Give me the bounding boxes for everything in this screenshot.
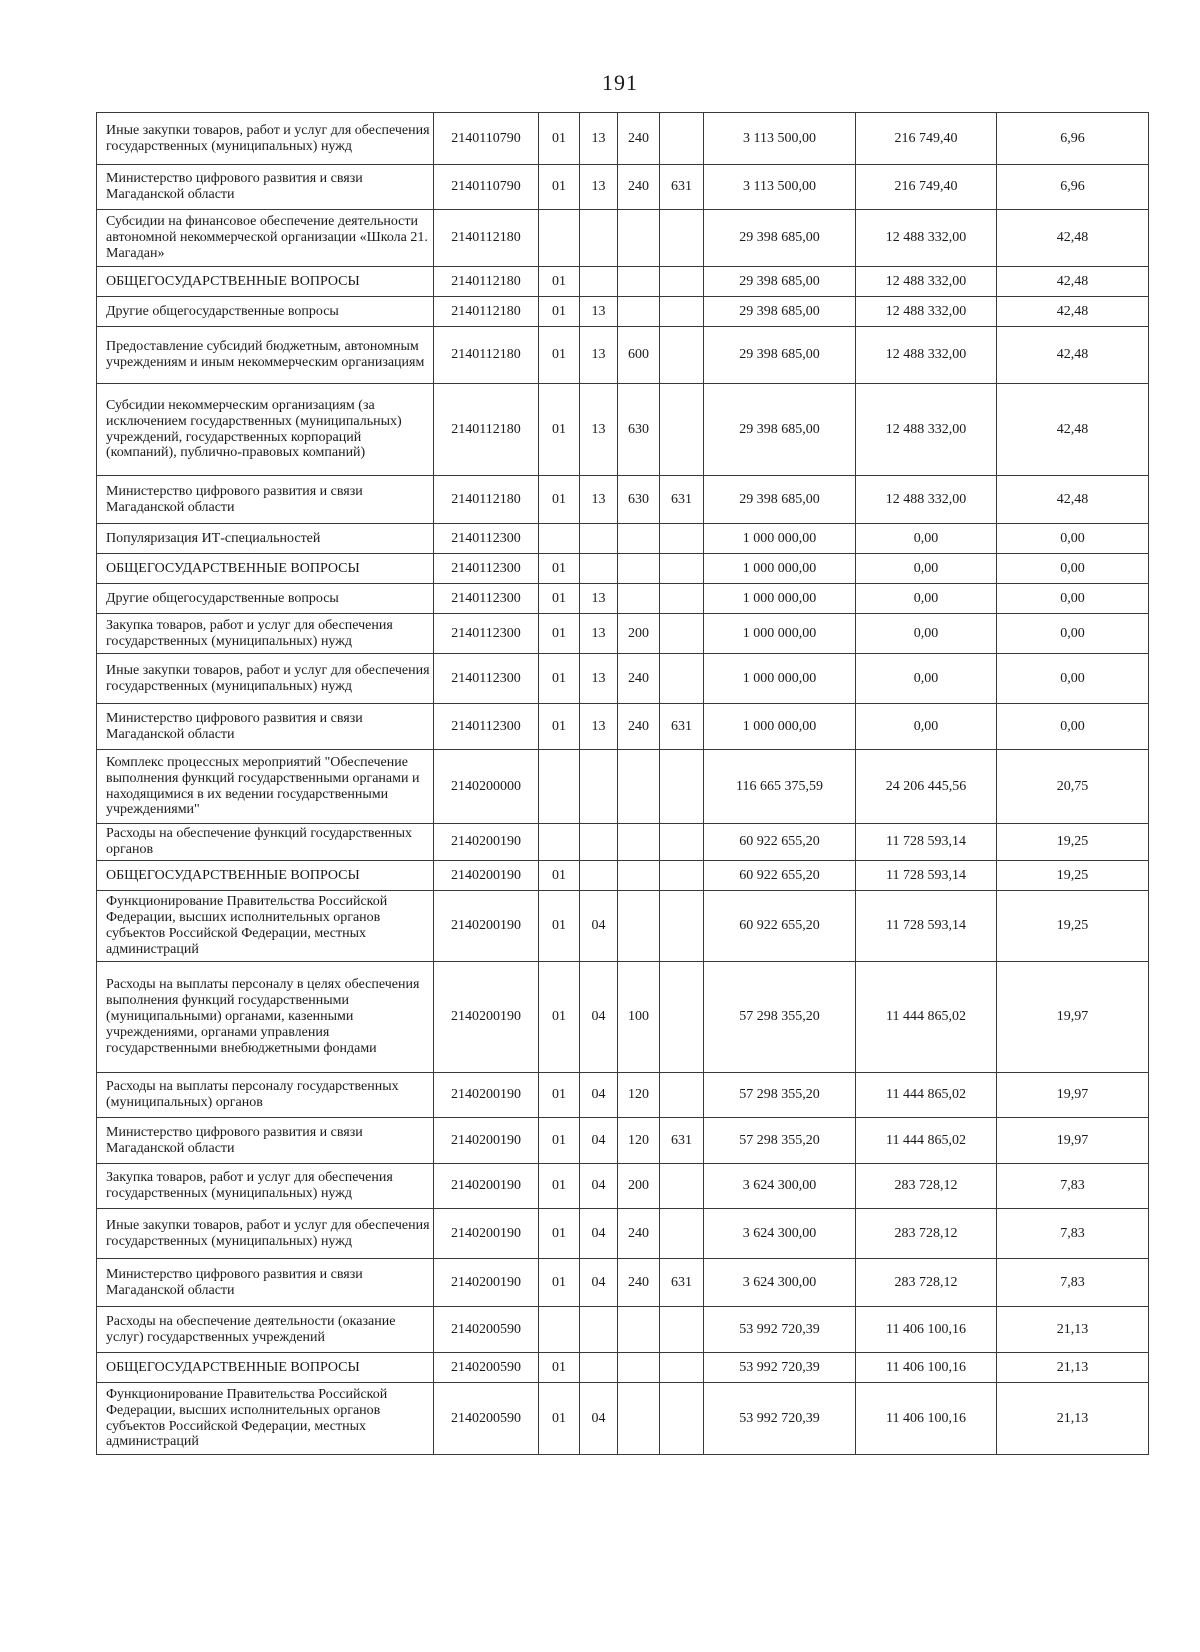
planned-amount-cell: 29 398 685,00 [704,384,856,476]
expense-type-cell [618,267,660,297]
ministry-code-cell [660,524,704,554]
csr-code-cell: 2140112180 [434,327,539,384]
name-cell: ОБЩЕГОСУДАРСТВЕННЫЕ ВОПРОСЫ [97,554,434,584]
csr-code-cell: 2140112300 [434,704,539,750]
expense-type-cell: 240 [618,1259,660,1307]
actual-amount-cell: 11 444 865,02 [856,962,997,1073]
table-row [97,384,1149,476]
csr-code-cell: 2140200190 [434,1073,539,1118]
ministry-code-cell [660,654,704,704]
csr-code-cell: 2140200190 [434,1118,539,1164]
actual-amount-cell: 12 488 332,00 [856,267,997,297]
name-cell: Комплекс процессных мероприятий "Обеспечение выполнения функций государственными органами и находящимися в их ведении государственными учреждениями" [97,750,434,824]
actual-amount-cell: 0,00 [856,524,997,554]
name-cell: Закупка товаров, работ и услуг для обеспечения государственных (муниципальных) нужд [97,1164,434,1209]
planned-amount-cell: 57 298 355,20 [704,1118,856,1164]
planned-amount-cell: 29 398 685,00 [704,267,856,297]
expense-type-cell [618,861,660,891]
planned-amount-cell: 3 113 500,00 [704,165,856,210]
ministry-code-cell [660,1353,704,1383]
table-row [97,165,1149,210]
expense-type-cell: 240 [618,704,660,750]
table-row [97,1118,1149,1164]
planned-amount-cell: 53 992 720,39 [704,1307,856,1353]
planned-amount-cell: 29 398 685,00 [704,297,856,327]
actual-amount-cell: 0,00 [856,554,997,584]
csr-code-cell: 2140200190 [434,1164,539,1209]
actual-amount-cell: 216 749,40 [856,113,997,165]
ministry-code-cell [660,962,704,1073]
ministry-code-cell [660,327,704,384]
planned-amount-cell: 3 113 500,00 [704,113,856,165]
planned-amount-cell: 1 000 000,00 [704,654,856,704]
actual-amount-cell: 283 728,12 [856,1259,997,1307]
section-code-cell: 01 [539,113,580,165]
name-cell: ОБЩЕГОСУДАРСТВЕННЫЕ ВОПРОСЫ [97,267,434,297]
csr-code-cell: 2140112300 [434,554,539,584]
section-code-cell: 01 [539,1118,580,1164]
table-row [97,614,1149,654]
expense-type-cell [618,584,660,614]
csr-code-cell: 2140112180 [434,384,539,476]
execution-percent-cell: 0,00 [997,554,1149,584]
csr-code-cell: 2140200190 [434,1259,539,1307]
table-row [97,554,1149,584]
planned-amount-cell: 29 398 685,00 [704,210,856,267]
expense-type-cell: 240 [618,1209,660,1259]
csr-code-cell: 2140200590 [434,1353,539,1383]
subsection-code-cell: 13 [580,327,618,384]
name-cell: Министерство цифрового развития и связи Магаданской области [97,476,434,524]
execution-percent-cell: 21,13 [997,1383,1149,1455]
planned-amount-cell: 53 992 720,39 [704,1353,856,1383]
section-code-cell [539,1307,580,1353]
planned-amount-cell: 1 000 000,00 [704,614,856,654]
execution-percent-cell: 42,48 [997,210,1149,267]
planned-amount-cell: 53 992 720,39 [704,1383,856,1455]
table-row [97,1307,1149,1353]
section-code-cell: 01 [539,654,580,704]
actual-amount-cell: 216 749,40 [856,165,997,210]
section-code-cell [539,824,580,861]
actual-amount-cell: 12 488 332,00 [856,327,997,384]
planned-amount-cell: 60 922 655,20 [704,891,856,962]
ministry-code-cell: 631 [660,476,704,524]
section-code-cell: 01 [539,1353,580,1383]
expense-type-cell: 600 [618,327,660,384]
execution-percent-cell: 20,75 [997,750,1149,824]
execution-percent-cell: 42,48 [997,267,1149,297]
subsection-code-cell: 04 [580,1073,618,1118]
execution-percent-cell: 21,13 [997,1307,1149,1353]
planned-amount-cell: 1 000 000,00 [704,554,856,584]
ministry-code-cell [660,267,704,297]
expense-type-cell [618,891,660,962]
actual-amount-cell: 0,00 [856,614,997,654]
subsection-code-cell: 13 [580,584,618,614]
actual-amount-cell: 24 206 445,56 [856,750,997,824]
section-code-cell: 01 [539,962,580,1073]
csr-code-cell: 2140200590 [434,1383,539,1455]
execution-percent-cell: 42,48 [997,297,1149,327]
csr-code-cell: 2140112180 [434,297,539,327]
actual-amount-cell: 0,00 [856,584,997,614]
ministry-code-cell [660,210,704,267]
ministry-code-cell: 631 [660,704,704,750]
planned-amount-cell: 3 624 300,00 [704,1259,856,1307]
execution-percent-cell: 19,25 [997,824,1149,861]
table-row [97,824,1149,861]
csr-code-cell: 2140200000 [434,750,539,824]
name-cell: Иные закупки товаров, работ и услуг для обеспечения государственных (муниципальных) нужд [97,113,434,165]
expense-type-cell: 200 [618,1164,660,1209]
section-code-cell: 01 [539,297,580,327]
name-cell: Субсидии на финансовое обеспечение деятельности автономной некоммерческой организации «Школа 21. Магадан» [97,210,434,267]
subsection-code-cell: 13 [580,113,618,165]
expense-type-cell [618,824,660,861]
table-row [97,1073,1149,1118]
name-cell: Функционирование Правительства Российской Федерации, высших исполнительных органов субъектов Российской Федерации, местных администраций [97,1383,434,1455]
table-row [97,891,1149,962]
section-code-cell: 01 [539,1073,580,1118]
table-row [97,654,1149,704]
csr-code-cell: 2140110790 [434,113,539,165]
section-code-cell: 01 [539,1383,580,1455]
name-cell: Министерство цифрового развития и связи Магаданской области [97,165,434,210]
ministry-code-cell [660,1383,704,1455]
planned-amount-cell: 29 398 685,00 [704,476,856,524]
table-row [97,524,1149,554]
ministry-code-cell [660,554,704,584]
csr-code-cell: 2140112300 [434,524,539,554]
name-cell: Расходы на обеспечение деятельности (оказание услуг) государственных учреждений [97,1307,434,1353]
name-cell: Министерство цифрового развития и связи Магаданской области [97,1118,434,1164]
name-cell: Министерство цифрового развития и связи Магаданской области [97,1259,434,1307]
table-row [97,1164,1149,1209]
expense-type-cell: 240 [618,165,660,210]
csr-code-cell: 2140200590 [434,1307,539,1353]
expense-type-cell: 120 [618,1118,660,1164]
ministry-code-cell [660,1209,704,1259]
subsection-code-cell [580,267,618,297]
ministry-code-cell [660,113,704,165]
subsection-code-cell: 04 [580,1209,618,1259]
name-cell: Закупка товаров, работ и услуг для обеспечения государственных (муниципальных) нужд [97,614,434,654]
execution-percent-cell: 0,00 [997,704,1149,750]
csr-code-cell: 2140112300 [434,584,539,614]
ministry-code-cell: 631 [660,1118,704,1164]
expense-type-cell: 240 [618,113,660,165]
ministry-code-cell [660,297,704,327]
actual-amount-cell: 11 406 100,16 [856,1353,997,1383]
ministry-code-cell [660,1073,704,1118]
ministry-code-cell [660,584,704,614]
name-cell: Другие общегосударственные вопросы [97,584,434,614]
execution-percent-cell: 42,48 [997,384,1149,476]
execution-percent-cell: 21,13 [997,1353,1149,1383]
execution-percent-cell: 7,83 [997,1164,1149,1209]
section-code-cell [539,210,580,267]
execution-percent-cell: 7,83 [997,1259,1149,1307]
table-row [97,267,1149,297]
csr-code-cell: 2140112180 [434,267,539,297]
expense-type-cell [618,210,660,267]
execution-percent-cell: 6,96 [997,113,1149,165]
execution-percent-cell: 0,00 [997,584,1149,614]
expense-type-cell [618,750,660,824]
section-code-cell: 01 [539,861,580,891]
subsection-code-cell: 13 [580,384,618,476]
csr-code-cell: 2140200190 [434,861,539,891]
planned-amount-cell: 3 624 300,00 [704,1164,856,1209]
actual-amount-cell: 11 406 100,16 [856,1307,997,1353]
table-row [97,1353,1149,1383]
section-code-cell: 01 [539,327,580,384]
expense-type-cell [618,1383,660,1455]
actual-amount-cell: 11 728 593,14 [856,891,997,962]
name-cell: Другие общегосударственные вопросы [97,297,434,327]
budget-table [96,112,1149,1455]
table-row [97,210,1149,267]
actual-amount-cell: 0,00 [856,654,997,704]
expense-type-cell: 240 [618,654,660,704]
ministry-code-cell [660,1164,704,1209]
subsection-code-cell: 13 [580,654,618,704]
actual-amount-cell: 11 728 593,14 [856,861,997,891]
name-cell: Расходы на выплаты персоналу государственных (муниципальных) органов [97,1073,434,1118]
expense-type-cell [618,524,660,554]
table-row [97,1209,1149,1259]
csr-code-cell: 2140112300 [434,614,539,654]
table-row [97,861,1149,891]
name-cell: Расходы на обеспечение функций государственных органов [97,824,434,861]
table-row [97,327,1149,384]
ministry-code-cell [660,891,704,962]
planned-amount-cell: 57 298 355,20 [704,1073,856,1118]
name-cell: ОБЩЕГОСУДАРСТВЕННЫЕ ВОПРОСЫ [97,861,434,891]
name-cell: Функционирование Правительства Российской Федерации, высших исполнительных органов субъектов Российской Федерации, местных администраций [97,891,434,962]
subsection-code-cell [580,750,618,824]
name-cell: Популяризация ИТ-специальностей [97,524,434,554]
execution-percent-cell: 19,25 [997,891,1149,962]
planned-amount-cell: 1 000 000,00 [704,584,856,614]
table-body [97,113,1149,1455]
subsection-code-cell: 13 [580,297,618,327]
section-code-cell: 01 [539,165,580,210]
ministry-code-cell [660,1307,704,1353]
actual-amount-cell: 12 488 332,00 [856,476,997,524]
name-cell: Предоставление субсидий бюджетным, автономным учреждениям и иным некоммерческим организациям [97,327,434,384]
ministry-code-cell [660,614,704,654]
execution-percent-cell: 42,48 [997,476,1149,524]
section-code-cell [539,750,580,824]
name-cell: Министерство цифрового развития и связи Магаданской области [97,704,434,750]
subsection-code-cell: 13 [580,704,618,750]
subsection-code-cell [580,824,618,861]
planned-amount-cell: 1 000 000,00 [704,704,856,750]
table-row [97,1259,1149,1307]
actual-amount-cell: 11 444 865,02 [856,1118,997,1164]
name-cell: ОБЩЕГОСУДАРСТВЕННЫЕ ВОПРОСЫ [97,1353,434,1383]
section-code-cell: 01 [539,267,580,297]
execution-percent-cell: 42,48 [997,327,1149,384]
table-row [97,750,1149,824]
page-number: 191 [602,70,638,95]
execution-percent-cell: 7,83 [997,1209,1149,1259]
csr-code-cell: 2140200190 [434,891,539,962]
execution-percent-cell: 0,00 [997,614,1149,654]
ministry-code-cell [660,861,704,891]
execution-percent-cell: 0,00 [997,524,1149,554]
table-row [97,704,1149,750]
expense-type-cell: 630 [618,476,660,524]
csr-code-cell: 2140110790 [434,165,539,210]
csr-code-cell: 2140200190 [434,1209,539,1259]
section-code-cell: 01 [539,384,580,476]
section-code-cell: 01 [539,554,580,584]
expense-type-cell: 630 [618,384,660,476]
expense-type-cell [618,554,660,584]
planned-amount-cell: 60 922 655,20 [704,824,856,861]
actual-amount-cell: 12 488 332,00 [856,297,997,327]
name-cell: Иные закупки товаров, работ и услуг для обеспечения государственных (муниципальных) нужд [97,654,434,704]
ministry-code-cell [660,384,704,476]
section-code-cell: 01 [539,1259,580,1307]
subsection-code-cell: 04 [580,1118,618,1164]
section-code-cell: 01 [539,584,580,614]
execution-percent-cell: 19,97 [997,962,1149,1073]
table-row [97,297,1149,327]
csr-code-cell: 2140200190 [434,962,539,1073]
subsection-code-cell [580,1307,618,1353]
table-row [97,584,1149,614]
table-row [97,962,1149,1073]
ministry-code-cell: 631 [660,1259,704,1307]
name-cell: Расходы на выплаты персоналу в целях обеспечения выполнения функций государственными (муниципальными) органами, казенными учреждениями, органами управления государственными внебюджетными фондами [97,962,434,1073]
actual-amount-cell: 11 444 865,02 [856,1073,997,1118]
actual-amount-cell: 11 406 100,16 [856,1383,997,1455]
section-code-cell: 01 [539,476,580,524]
csr-code-cell: 2140200190 [434,824,539,861]
actual-amount-cell: 0,00 [856,704,997,750]
planned-amount-cell: 116 665 375,59 [704,750,856,824]
csr-code-cell: 2140112180 [434,210,539,267]
csr-code-cell: 2140112180 [434,476,539,524]
planned-amount-cell: 60 922 655,20 [704,861,856,891]
ministry-code-cell [660,750,704,824]
name-cell: Иные закупки товаров, работ и услуг для обеспечения государственных (муниципальных) нужд [97,1209,434,1259]
actual-amount-cell: 12 488 332,00 [856,210,997,267]
actual-amount-cell: 283 728,12 [856,1209,997,1259]
subsection-code-cell: 13 [580,165,618,210]
subsection-code-cell: 04 [580,891,618,962]
subsection-code-cell [580,554,618,584]
expense-type-cell [618,1307,660,1353]
section-code-cell: 01 [539,614,580,654]
execution-percent-cell: 0,00 [997,654,1149,704]
subsection-code-cell: 13 [580,476,618,524]
subsection-code-cell: 04 [580,1164,618,1209]
planned-amount-cell: 29 398 685,00 [704,327,856,384]
subsection-code-cell [580,1353,618,1383]
subsection-code-cell: 04 [580,1383,618,1455]
table-row [97,113,1149,165]
subsection-code-cell: 04 [580,962,618,1073]
execution-percent-cell: 19,25 [997,861,1149,891]
expense-type-cell [618,297,660,327]
section-code-cell [539,524,580,554]
name-cell: Субсидии некоммерческим организациям (за исключением государственных (муниципальных) учреждений, государственных корпораций (компаний), публично-правовых компаний) [97,384,434,476]
section-code-cell: 01 [539,891,580,962]
actual-amount-cell: 11 728 593,14 [856,824,997,861]
expense-type-cell: 120 [618,1073,660,1118]
subsection-code-cell: 13 [580,614,618,654]
ministry-code-cell [660,824,704,861]
execution-percent-cell: 19,97 [997,1118,1149,1164]
actual-amount-cell: 12 488 332,00 [856,384,997,476]
csr-code-cell: 2140112300 [434,654,539,704]
table-row [97,1383,1149,1455]
planned-amount-cell: 1 000 000,00 [704,524,856,554]
section-code-cell: 01 [539,704,580,750]
subsection-code-cell [580,861,618,891]
table-row [97,476,1149,524]
subsection-code-cell [580,524,618,554]
section-code-cell: 01 [539,1209,580,1259]
subsection-code-cell [580,210,618,267]
planned-amount-cell: 57 298 355,20 [704,962,856,1073]
ministry-code-cell: 631 [660,165,704,210]
actual-amount-cell: 283 728,12 [856,1164,997,1209]
planned-amount-cell: 3 624 300,00 [704,1209,856,1259]
execution-percent-cell: 6,96 [997,165,1149,210]
subsection-code-cell: 04 [580,1259,618,1307]
expense-type-cell: 200 [618,614,660,654]
expense-type-cell: 100 [618,962,660,1073]
section-code-cell: 01 [539,1164,580,1209]
expense-type-cell [618,1353,660,1383]
execution-percent-cell: 19,97 [997,1073,1149,1118]
